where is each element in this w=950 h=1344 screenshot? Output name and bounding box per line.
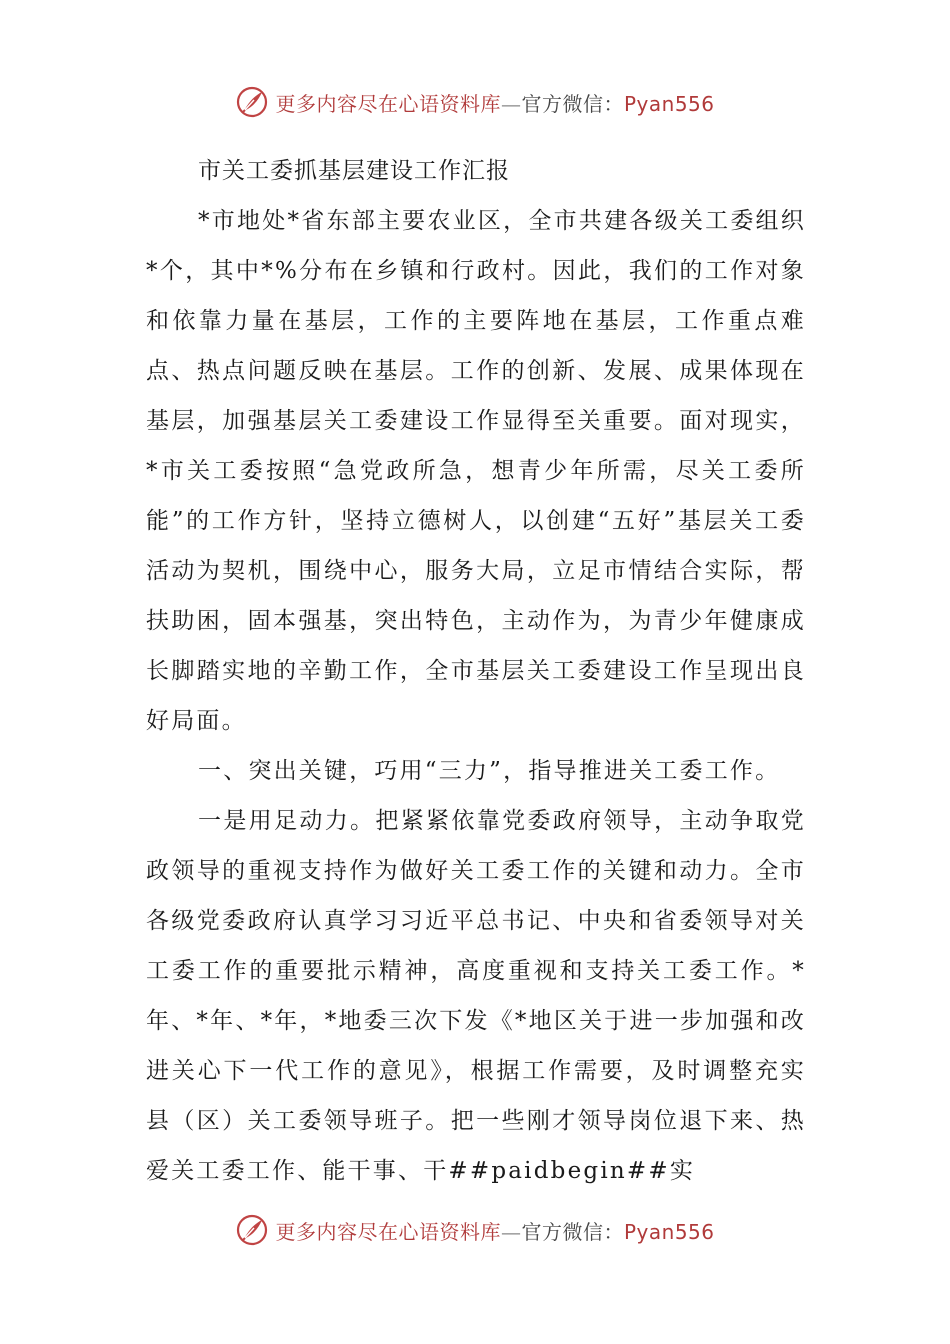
paragraph-section-heading: 一、突出关键，巧用“三力”，指导推进关工委工作。: [198, 758, 781, 784]
watermark-dash: —: [500, 1219, 522, 1244]
watermark-wechat-id: Pyan556: [623, 91, 715, 116]
watermark-text: [275, 88, 714, 117]
watermark-text: [275, 1216, 714, 1245]
watermark-main: 更多内容尽在心语资料库: [275, 91, 501, 116]
document-title: 市关工委抓基层建设工作汇报: [198, 158, 510, 184]
watermark-wechat-label: 官方微信：: [521, 1219, 624, 1244]
paragraph-motivation: 一是用足动力。把紧紧依靠党委政府领导，主动争取党政领导的重视支持作为做好关工委工作的关键和动力。全市各级党委政府认真学习习近平总书记、中央和省委领导对关工委工作的重要批示精神，高度重视和支持关工委工作。*年、*年、*年，*地委三次下发《*地区关于进一步加强和改进关心下一代工作的意见》，根据工作需要，及时调整充实县（区）关工委领导班子。把一些刚才领导岗位退下来、热爱关工委工作、能干事、干##paidbegin##实: [146, 808, 806, 1184]
footer-watermark-banner: [0, 1210, 950, 1250]
document-body: [146, 146, 806, 1196]
header-watermark-banner: [0, 82, 950, 122]
paragraph-intro: *市地处*省东部主要农业区，全市共建各级关工委组织*个，其中*%分布在乡镇和行政村。因此，我们的工作对象和依靠力量在基层，工作的主要阵地在基层，工作重点难点、热点问题反映在基层。工作的创新、发展、成果体现在基层，加强基层关工委建设工作显得至关重要。面对现实，*市关工委按照“急党政所急，想青少年所需，尽关工委所能”的工作方针，坚持立德树人，以创建“五好”基层关工委活动为契机，围绕中心，服务大局，立足市情结合实际，帮扶助困，固本强基，突出特色，主动作为，为青少年健康成长脚踏实地的辛勤工作，全市基层关工委建设工作呈现出良好局面。: [146, 208, 806, 734]
feather-pen-logo-icon: [235, 1213, 269, 1247]
watermark-main: 更多内容尽在心语资料库: [275, 1219, 501, 1244]
watermark-wechat-id: Pyan556: [623, 1219, 715, 1244]
watermark-dash: —: [500, 91, 522, 116]
watermark-wechat-label: 官方微信：: [521, 91, 624, 116]
feather-pen-logo-icon: [235, 85, 269, 119]
